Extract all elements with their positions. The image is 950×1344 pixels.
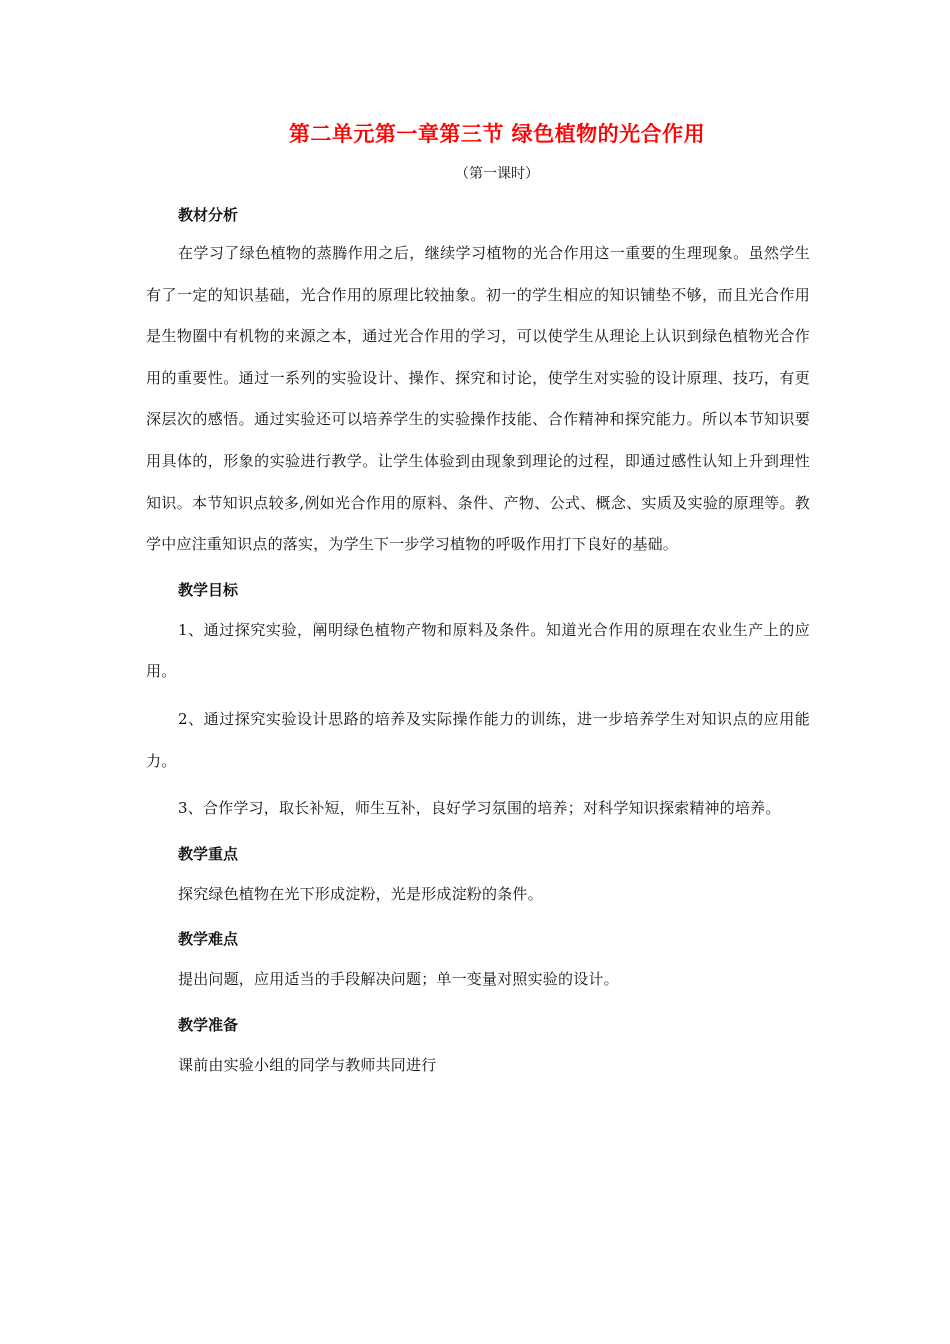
objective-item-2: 2、通过探究实验设计思路的培养及实际操作能力的训练，进一步培养学生对知识点的应用能力。 (146, 709, 810, 770)
objective-item-3: 3、合作学习，取长补短，师生互补，良好学习氛围的培养；对科学知识探索精神的培养。 (178, 799, 781, 818)
objective-item-1: 1、通过探究实验，阐明绿色植物产物和原料及条件。知道光合作用的原理在农业生产上的应用。 (146, 620, 810, 681)
document-subtitle: （第一课时） (455, 166, 539, 182)
section-heading-key-points: 教学重点 (178, 844, 239, 863)
key-points-paragraph: 探究绿色植物在光下形成淀粉，光是形成淀粉的条件。 (178, 884, 543, 903)
section-heading-preparation: 教学准备 (178, 1015, 239, 1034)
section-heading-difficulties: 教学难点 (178, 930, 239, 949)
analysis-paragraph: 在学习了绿色植物的蒸腾作用之后，继续学习植物的光合作用这一重要的生理现象。虽然学生有了一定的知识基础，光合作用的原理比较抽象。初一的学生相应的知识铺垫不够，而且光合作用是生物圈中有机物的来源之本，通过光合作用的学习，可以使学生从理论上认识到绿色植物光合作用的重要性。通过一系列的实验设计、操作、探究和讨论，使学生对实验的设计原理、技巧，有更深层次的感悟。通过实验还可以培养学生的实验操作技能、合作精神和探究能力。所以本节知识要用具体的，形象的实验进行教学。让学生体验到由现象到理论的过程，即通过感性认知上升到理性知识。本节知识点较多,例如光合作用的原料、条件、产物、公式、概念、实质及实验的原理等。教学中应注重知识点的落实，为学生下一步学习植物的呼吸作用打下良好的基础。 (146, 244, 810, 554)
difficulties-paragraph: 提出问题，应用适当的手段解决问题；单一变量对照实验的设计。 (178, 970, 619, 989)
preparation-paragraph: 课前由实验小组的同学与教师共同进行 (178, 1055, 437, 1074)
section-heading-objectives: 教学目标 (178, 580, 239, 599)
section-heading-analysis: 教材分析 (178, 206, 239, 224)
document-title: 第二单元第一章第三节 绿色植物的光合作用 (288, 122, 706, 146)
document-body (146, 200, 810, 1087)
